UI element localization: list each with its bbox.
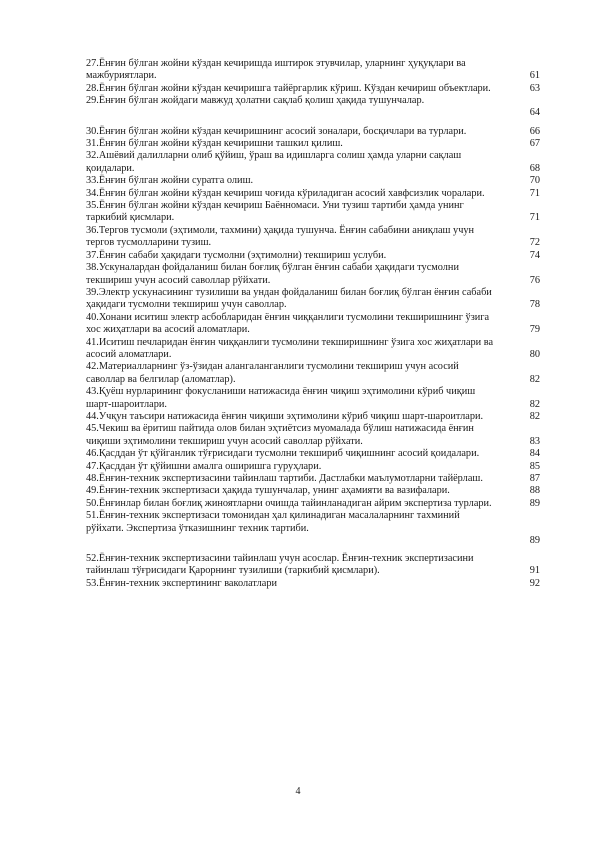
toc-entry (86, 461, 540, 473)
toc-entry-page: 82 (529, 398, 540, 410)
toc-entry-page: 66 (529, 125, 540, 137)
toc-entry-page: 79 (529, 324, 540, 336)
toc-entry-text: 29.Ёнғин бўлган жойдаги мавжуд ҳолатни сақлаб қолиш ҳақида тушунчалар. (86, 95, 425, 107)
toc-entry-text: 28.Ёнғин бўлган жойни кўздан кечиришга тайёргарлик кўриш. Кўздан кечириш объектлари. (86, 82, 491, 94)
toc-entry-page: 89 (529, 534, 540, 546)
toc-entry-text: 45.Чекиш ва ёритиш пайтида олов билан эҳтиётсиз муомалада бўлиш натижасида ёнғин чиқиши эҳтимолини текшириш учун асосий саволлар рўйхати. (86, 423, 474, 447)
toc-entry-text: 37.Ёнғин сабаби ҳақидаги тусмолни (эҳтимолни) текшириш услуби. (86, 249, 387, 261)
toc-entry-text: 39.Электр ускунасининг тузилиши ва ундан фойдаланиш билан боғлиқ бўлган ёнғин сабаби ҳақидаги тусмолни текшириш учун саволлар. (86, 286, 492, 311)
toc-entry (86, 411, 540, 423)
toc-entry-page: 72 (529, 237, 540, 249)
toc-entry-text: 38.Ускуналардан фойдаланиш билан боғлиқ бўлган ёнғин сабаби ҳақидаги тусмолни текшириш учун асосий саволлар рўйхати. (86, 262, 459, 286)
toc-entry (86, 95, 540, 119)
toc-entry (86, 188, 540, 200)
toc-entry (86, 150, 540, 175)
toc-entry (86, 138, 540, 150)
toc-entry-page: 85 (529, 460, 540, 472)
toc-entry-page: 71 (529, 212, 540, 224)
toc-entry (86, 386, 540, 411)
toc-entry-page: 74 (529, 249, 540, 261)
toc-entry-text: 42.Материалларнинг ўз-ўзидан алангаланганлиги тусмолини текшириш учун асосий саволлар ва белгилар (аломатлар). (86, 361, 459, 385)
toc-entry-text: 46.Қасддан ўт қўйганлик тўғрисидаги тусмолни текшириб чиқишнинг асосий қоидалари. (86, 448, 480, 460)
toc-entry-text: 50.Ёнғинлар билан боғлиқ жиноятларни очишда тайинланадиган айрим экспертиза турлари. (86, 497, 492, 509)
toc-entry-page: 71 (529, 187, 540, 199)
toc-entry-text: 41.Иситиш печларидан ёнғин чиққанлиги тусмолини текширишнинг ўзига хос жиҳатлари ва асосий аломатлари. (86, 336, 494, 360)
toc-entry (86, 250, 540, 262)
toc-entry-page: 61 (529, 70, 540, 82)
toc-entry (86, 337, 540, 362)
toc-entry (86, 287, 540, 312)
toc-entry (86, 312, 540, 337)
toc-entry (86, 262, 540, 287)
toc-entry (86, 553, 540, 578)
toc-entry (86, 83, 540, 95)
toc-entry (86, 423, 540, 448)
toc-entry-page: 76 (529, 274, 540, 286)
toc-entry-page: 70 (529, 175, 540, 187)
toc-entry-text: 35.Ёнғин бўлган жойни кўздан кечириш Баённомаси. Уни тузиш тартиби ҳамда унинг таркибий қисмлари. (86, 200, 464, 224)
toc-entry-page: 84 (529, 448, 540, 460)
toc-entry-page: 92 (529, 577, 540, 589)
toc-entry-page: 88 (529, 485, 540, 497)
toc-entry-page: 64 (529, 107, 540, 119)
toc-entry-text: 53.Ёнғин-техник экспертининг ваколатлари (86, 577, 278, 589)
toc-entry-text: 52.Ёнғин-техник экспертизасини тайинлаш учун асослар. Ёнғин-техник экспертизасини тайинлаш тўғрисидаги Қарорнинг тузилиши (таркибий қисмлари). (86, 553, 474, 577)
toc-entry (86, 200, 540, 225)
toc-entry-text: 30.Ёнғин бўлган жойни кўздан кечиришнинг асосий зоналари, босқичлари ва турлари. (86, 125, 467, 137)
toc-entry (86, 361, 540, 386)
toc-entry-text: 49.Ёнғин-техник экспертизаси ҳақида тушунчалар, унинг аҳамияти ва вазифалари. (86, 485, 450, 497)
toc-entry (86, 485, 540, 497)
toc-entry-text: 48.Ёнғин-техник экспертизасини тайинлаш тартиби. Дастлабки маълумотларни тайёрлаш. (86, 473, 483, 484)
toc-entry (86, 578, 540, 590)
toc-entry-text: 47.Қасддан ўт қўйишни амалга оширишга гуруҳлари. (86, 460, 322, 472)
toc-entry (86, 175, 540, 187)
toc-entry-page: 82 (529, 410, 540, 422)
toc-entry-page: 91 (529, 565, 540, 577)
toc-entry (86, 126, 540, 138)
toc-entry-text: 33.Ёнғин бўлган жойни суратга олиш. (86, 175, 254, 187)
toc-entry-page: 68 (529, 162, 540, 174)
toc-entry (86, 510, 540, 547)
toc-entry-text: 44.Учқун таъсири натижасида ёнғин чиқиши эҳтимолини кўриб чиқиш шарт-шароитлари. (86, 410, 484, 422)
toc-entry (86, 448, 540, 460)
toc-entry-text: 51.Ёнғин-техник экспертизаси томонидан ҳал қилинадиган масалаларнинг тахминий рўйхати. Экспертиза ўтказишнинг техник тартиби. (86, 510, 460, 534)
page-number: 4 (295, 786, 301, 797)
toc-entry-text: 27.Ёнғин бўлган жойни кўздан кечиришда иштирок этувчилар, уларнинг ҳуқуқлари ва мажбуриятлари. (86, 58, 466, 82)
toc-entry (86, 225, 540, 250)
toc-entry-text: 40.Хонани иситиш электр асбобларидан ёнғин чиққанлиги тусмолини текширишнинг ўзига хос жиҳатлари ва асосий аломатлари. (86, 311, 490, 336)
toc-entry-page: 82 (529, 373, 540, 385)
toc-entry-page: 87 (529, 473, 540, 484)
toc-entry-text: 43.Қуёш нурларининг фокусланиши натижасида ёнғин чиқиш эҳтимолини кўриб чиқиш шарт-шароитлари. (86, 386, 476, 410)
toc-entry-page: 80 (529, 348, 540, 360)
toc-entry (86, 473, 540, 485)
toc-entry (86, 58, 540, 83)
toc-entry (86, 498, 540, 510)
toc-entry-text: 31.Ёнғин бўлган жойни кўздан кечиришни ташкил қилиш. (86, 138, 343, 150)
toc-entry-page: 67 (529, 138, 540, 150)
toc-entry-text: 36.Тергов тусмоли (эҳтимоли, тахмини) ҳақида тушунча. Ёнғин сабабини аниқлаш учун тергов тусмолларини тузиш. (86, 224, 475, 249)
toc-entry-page: 89 (529, 497, 540, 509)
toc-entry-page: 63 (529, 82, 540, 94)
table-of-contents (86, 58, 540, 590)
toc-entry-page: 83 (529, 435, 540, 447)
toc-entry-text: 32.Ашёвий далилларни олиб қўйиш, ўраш ва идишларга солиш ҳамда уларни сақлаш қоидалари. (86, 150, 462, 174)
toc-entry-text: 34.Ёнғин бўлган жойни кўздан кечириш чоғида кўриладиган асосий хавфсизлик чоралари. (86, 187, 485, 199)
toc-entry-page: 78 (529, 299, 540, 311)
